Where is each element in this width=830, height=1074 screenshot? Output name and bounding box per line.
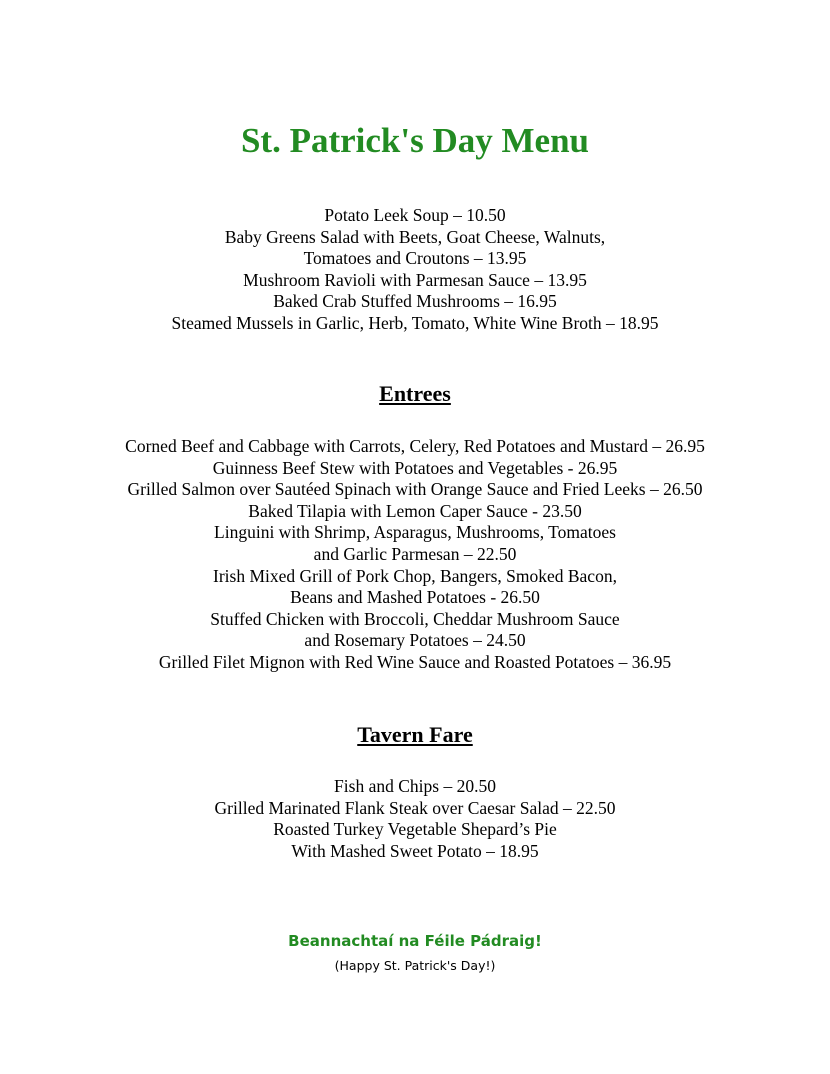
menu-title: St. Patrick's Day Menu <box>240 121 590 160</box>
menu-item: Tomatoes and Croutons – 13.95 <box>303 248 527 269</box>
starters-list <box>0 205 830 335</box>
menu-item: Potato Leek Soup – 10.50 <box>324 205 506 225</box>
entrees-list <box>0 436 830 674</box>
menu-item: Baked Crab Stuffed Mushrooms – 16.95 <box>273 291 557 312</box>
irish-blessing: Beannachtaí na Féile Pádraig! <box>288 932 542 950</box>
menu-item: Stuffed Chicken with Broccoli, Cheddar Mushroom Sauce <box>210 608 620 629</box>
menu-item: Linguini with Shrimp, Asparagus, Mushrooms, Tomatoes <box>214 522 616 543</box>
menu-item: Guinness Beef Stew with Potatoes and Vegetables - 26.95 <box>212 457 618 478</box>
menu-item: Baby Greens Salad with Beets, Goat Cheese, Walnuts, <box>224 226 606 247</box>
blessing-translation: (Happy St. Patrick's Day!) <box>334 958 496 973</box>
menu-item: Beans and Mashed Potatoes - 26.50 <box>290 587 540 608</box>
menu-item: Roasted Turkey Vegetable Shepard’s Pie <box>273 819 557 840</box>
menu-item: and Garlic Parmesan – 22.50 <box>313 543 517 564</box>
menu-item: Steamed Mussels in Garlic, Herb, Tomato, White Wine Broth – 18.95 <box>171 312 659 333</box>
menu-item: Irish Mixed Grill of Pork Chop, Bangers, Smoked Bacon, <box>213 565 617 586</box>
menu-item: Grilled Salmon over Sautéed Spinach with Orange Sauce and Fried Leeks – 26.50 <box>127 479 703 500</box>
menu-item: Grilled Filet Mignon with Red Wine Sauce and Roasted Potatoes – 36.95 <box>158 651 672 672</box>
tavern-fare-list <box>0 776 830 862</box>
tavern-fare-heading: Tavern Fare <box>357 722 473 747</box>
menu-item: With Mashed Sweet Potato – 18.95 <box>291 840 539 861</box>
menu-item: Mushroom Ravioli with Parmesan Sauce – 13.95 <box>243 269 587 290</box>
menu-item: Fish and Chips – 20.50 <box>334 776 496 796</box>
menu-item: Baked Tilapia with Lemon Caper Sauce - 23.50 <box>248 500 582 521</box>
entrees-heading: Entrees <box>379 381 451 406</box>
menu-item: Grilled Marinated Flank Steak over Caesar Salad – 22.50 <box>214 797 616 818</box>
menu-item: Corned Beef and Cabbage with Carrots, Celery, Red Potatoes and Mustard – 26.95 <box>125 436 705 456</box>
menu-item: and Rosemary Potatoes – 24.50 <box>304 630 526 651</box>
